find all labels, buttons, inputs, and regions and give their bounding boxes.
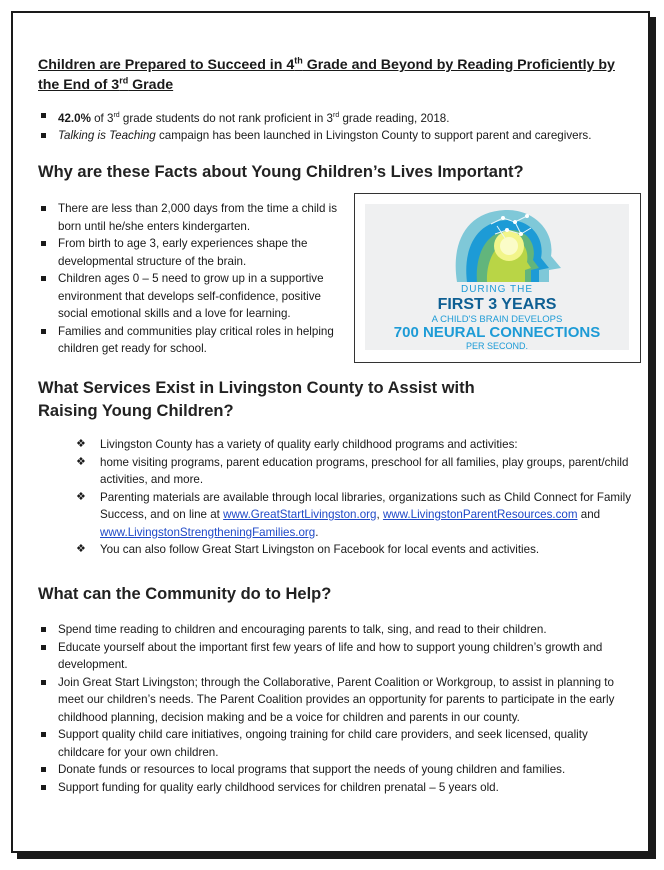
why-heading: Why are these Facts about Young Children’s Lives Important? — [38, 163, 524, 181]
community-heading: What can the Community do to Help? — [38, 585, 332, 603]
facts-list — [38, 107, 638, 145]
why-item: There are less than 2,000 days from the time a child is born until he/she enters kindergarten. — [38, 200, 343, 235]
fig-line-3: A CHILD'S BRAIN DEVELOPS — [431, 314, 563, 325]
fig-line-1: DURING THE — [460, 284, 534, 295]
community-item: Support quality child care initiatives, ongoing training for child care providers, and seek licensed, quality childcare for your own children. — [38, 726, 634, 761]
services-item: ❖ home visiting programs, parent education programs, preschool for all families, play groups, parent/child activities, and more. — [76, 455, 629, 486]
brain-head-icon — [365, 204, 629, 284]
fig-line-2: FIRST 3 YEARS — [437, 296, 557, 313]
services-heading: What Services Exist in Livingston County to Assist with Raising Young Children? — [38, 379, 475, 420]
why-item: Children ages 0 – 5 need to grow up in a supportive environment that develops self-confidence, positive social emotional skills and a love for learning. — [38, 270, 343, 323]
services-item: ❖ Parenting materials are available through local libraries, organizations such as Child Connect for Family Success, and on line at www.GreatStartLivingston.org, www.LivingstonParentResources.com and www.LivingstonStrengtheningFamilies.org. — [76, 490, 631, 539]
services-item: ❖ You can also follow Great Start Livingston on Facebook for local events and activities. — [76, 543, 540, 556]
community-list — [38, 621, 634, 796]
link-great-start[interactable]: www.GreatStartLivingston.org — [223, 508, 377, 521]
services-list — [76, 436, 632, 559]
fig-line-5: PER SECOND. — [465, 341, 528, 351]
link-parent-resources[interactable]: www.LivingstonParentResources.com — [382, 508, 578, 521]
link-strengthening-families[interactable]: www.LivingstonStrengtheningFamilies.org — [100, 525, 316, 539]
brain-infographic — [354, 193, 641, 363]
community-item: Support funding for quality early childhood services for children prenatal – 5 years old. — [38, 779, 634, 797]
fact-item: 42.0% of 3rd grade students do not rank proficient in 3rd grade reading, 2018. — [38, 107, 638, 127]
community-item: Spend time reading to children and encouraging parents to talk, sing, and read to their children. — [38, 621, 634, 639]
fact-item: Talking is Teaching campaign has been launched in Livingston County to support parent and caregivers. — [38, 127, 638, 145]
community-item: Donate funds or resources to local programs that support the needs of young children and families. — [38, 761, 634, 779]
fig-line-4: 700 NEURAL CONNECTIONS — [393, 324, 601, 341]
why-list — [38, 200, 343, 358]
community-item: Educate yourself about the important first few years of life and how to support young children’s growth and development. — [38, 639, 634, 674]
why-item: Families and communities play critical roles in helping children get ready for school. — [38, 323, 343, 358]
page-title: Children are Prepared to Succeed in 4th Grade and Beyond by Reading Proficiently by the End of 3rd Grade — [38, 55, 615, 93]
services-item: ❖ Livingston County has a variety of quality early childhood programs and activities: — [76, 438, 518, 451]
community-item: Join Great Start Livingston; through the Collaborative, Parent Coalition or Workgroup, to assist in planning to meet our children’s needs. The Parent Coalition provides an opportunity for parents to participate in the early childhood planning, decision making and be a voice for children and parents in our county. — [38, 674, 634, 727]
why-item: From birth to age 3, early experiences shape the developmental structure of the brain. — [38, 235, 343, 270]
